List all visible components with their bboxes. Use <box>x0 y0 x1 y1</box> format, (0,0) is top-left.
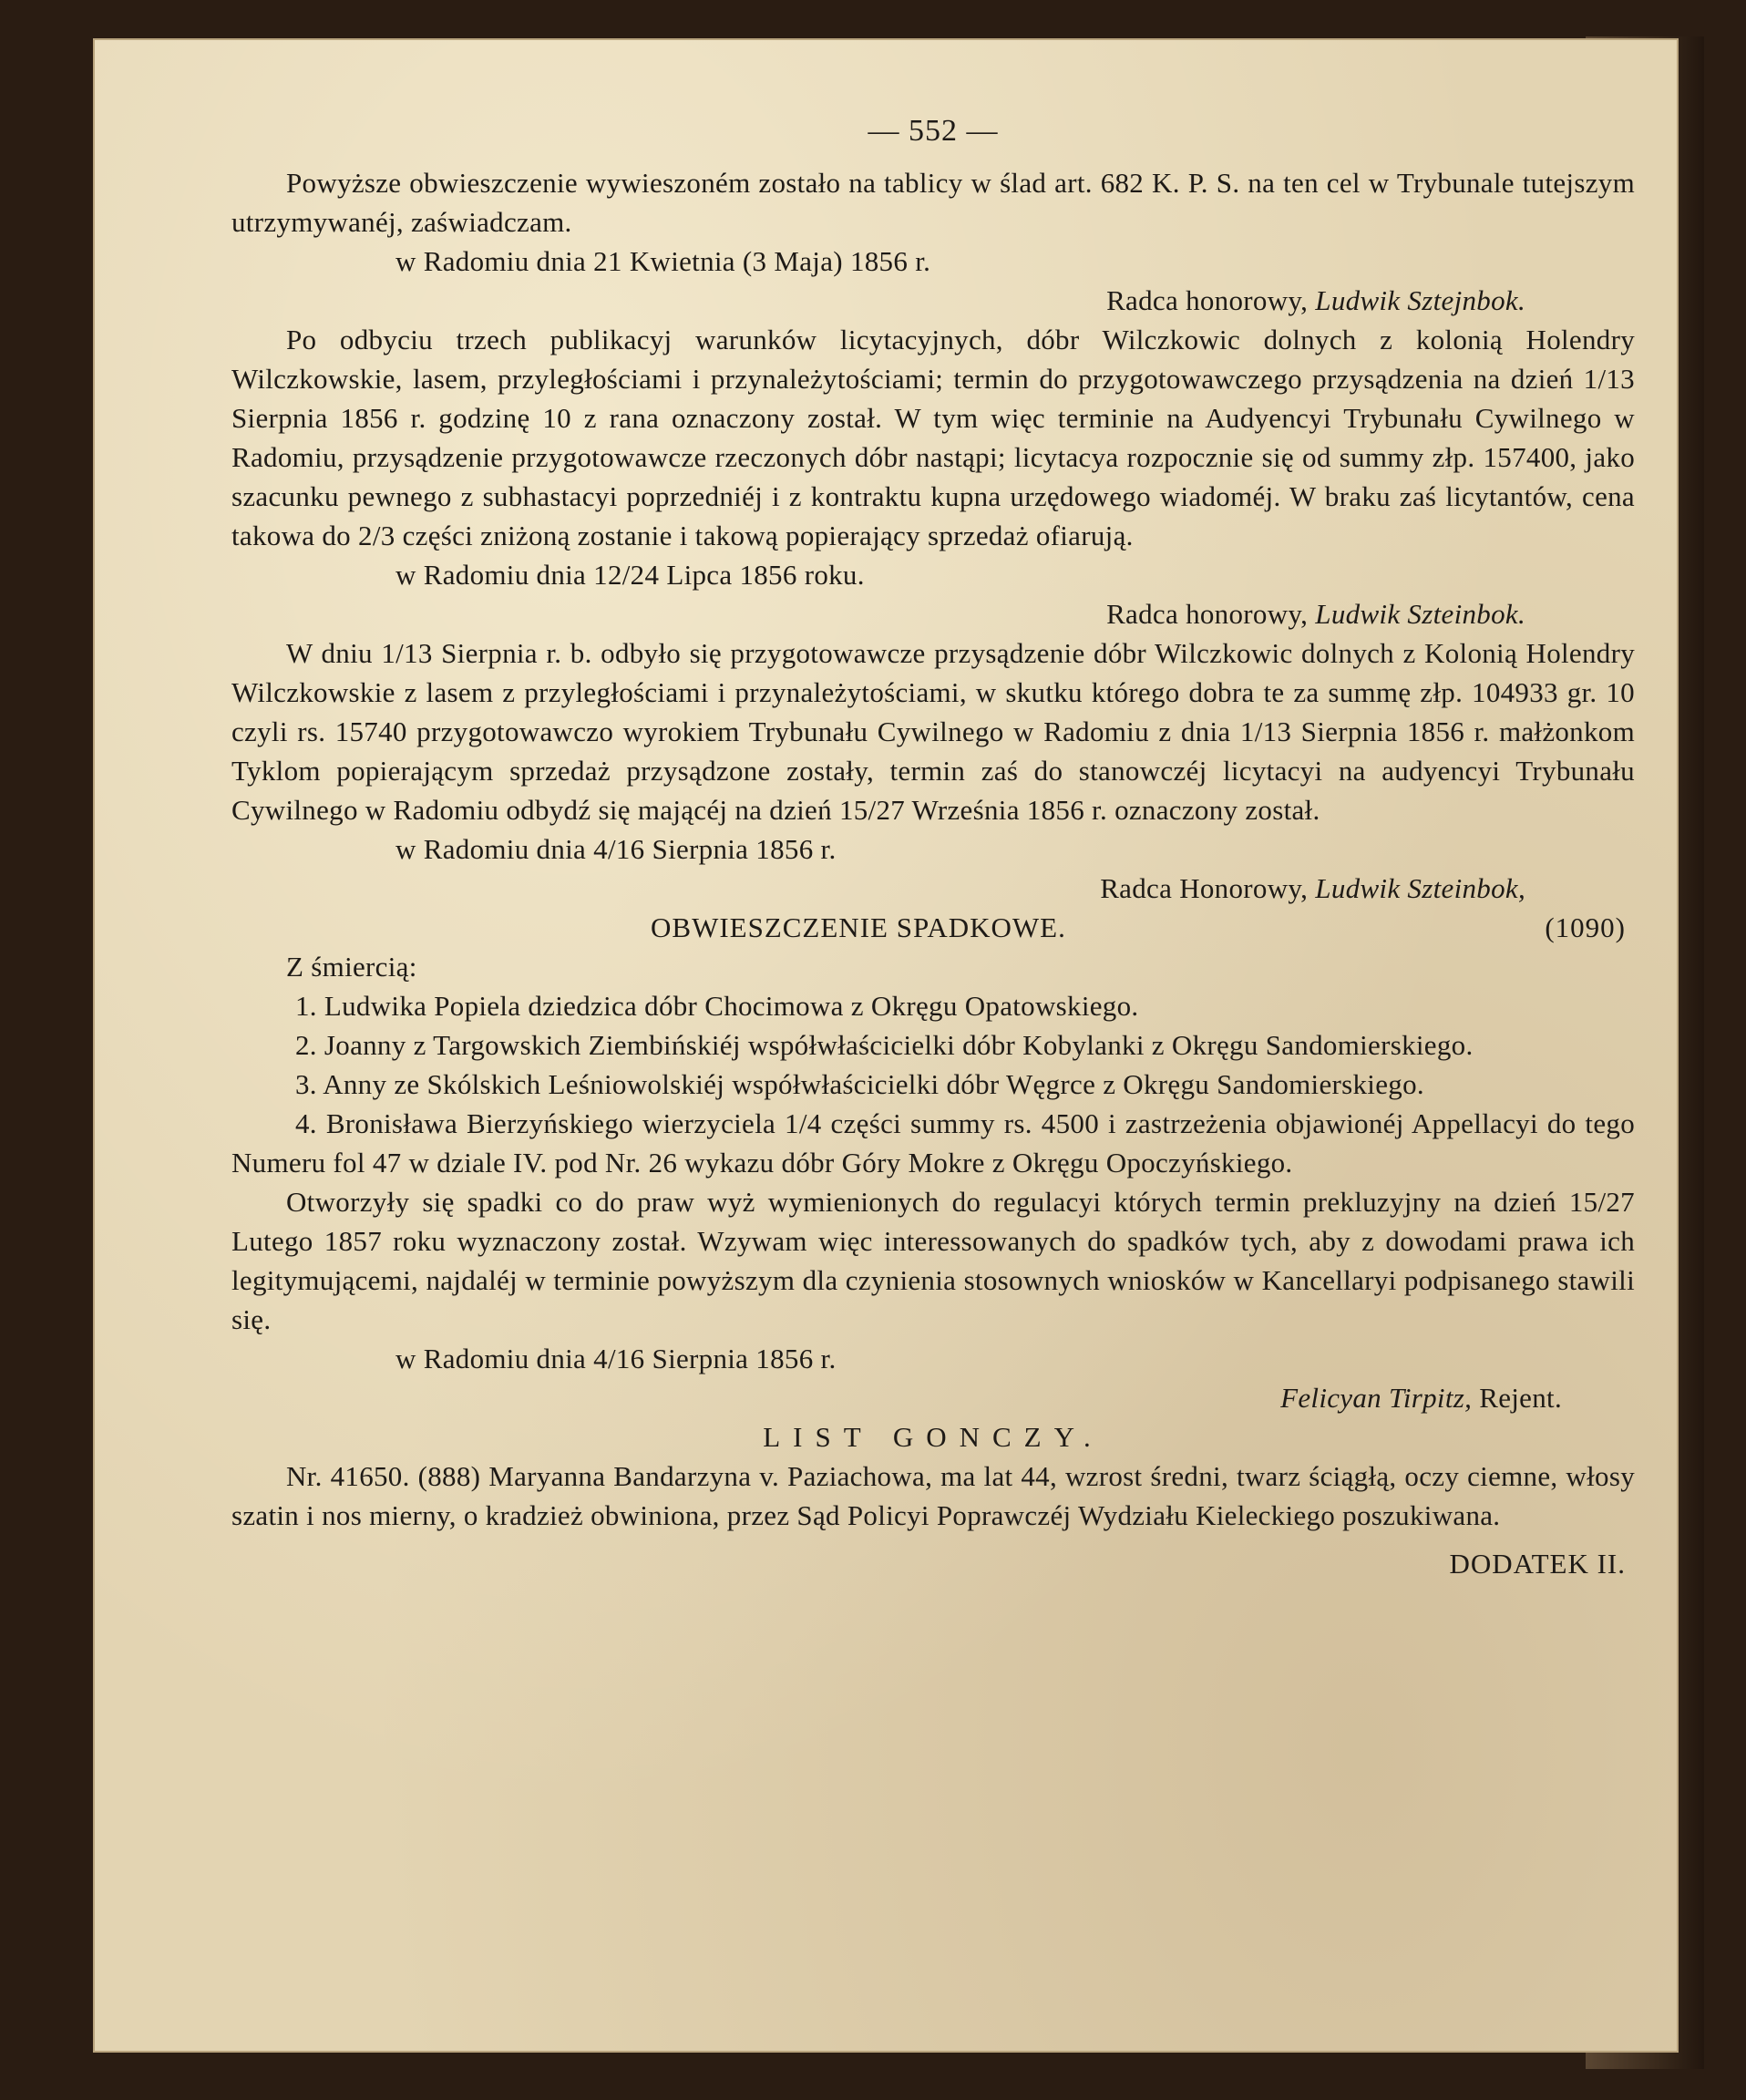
notice-block-2 <box>231 320 1635 633</box>
inheritance-sig-title: Rejent. <box>1479 1382 1562 1414</box>
notice-1-sig-name: Ludwik Sztejnbok. <box>1315 284 1525 316</box>
notice-3-date: w Radomiu dnia 4/16 Sierpnia 1856 r. <box>395 833 837 865</box>
notice-3-sig-name: Ludwik Szteinbok, <box>1315 872 1525 904</box>
notice-block-3 <box>231 633 1635 908</box>
inheritance-item: 1. Ludwika Popiela dziedzica dóbr Chocimowa z Okręgu Opatowskiego. <box>295 990 1139 1022</box>
wanted-notice <box>231 1417 1635 1535</box>
inheritance-text: Otworzyły się spadki co do praw wyż wymienionych do regulacyi których termin prekluzyjny na dzień 15/27 Lutego 1857 roku wyznaczony został. Wzywam więc interessowanych do spadków tych, aby z dowodami prawa ich legitymującemi, najdaléj w terminie powyższym dla czynienia stosownych wniosków w Kancellaryi podpisanego stawili się. <box>231 1186 1635 1335</box>
notice-1-sig-title: Radca honorowy, <box>1106 284 1309 316</box>
page-number: — 552 — <box>868 114 999 148</box>
wanted-heading: LIST GONCZY. <box>763 1421 1104 1453</box>
notice-2-sig-name: Ludwik Szteinbok. <box>1315 598 1525 630</box>
inheritance-notice <box>231 908 1635 1417</box>
inheritance-item: 3. Anny ze Skólskich Leśniowolskiéj współwłaścicielki dóbr Węgrce z Okręgu Sandomierskiego. <box>295 1068 1424 1100</box>
inheritance-heading-row <box>231 908 1635 947</box>
notice-2-date: w Radomiu dnia 12/24 Lipca 1856 roku. <box>395 559 865 591</box>
inheritance-intro: Z śmiercią: <box>286 951 417 983</box>
inheritance-signature <box>231 1378 1635 1417</box>
notice-block-1 <box>231 163 1635 320</box>
notice-3-text: W dniu 1/13 Sierpnia r. b. odbyło się przygotowawcze przysądzenie dóbr Wilczkowic dolnych z Kolonią Holendry Wilczkowskie z lasem z przyległościami i przynależytościami, w skutku którego dobra te za summę złp. 104933 gr. 10 czyli rs. 15740 przygotowawczo wyrokiem Trybunału Cywilnego w Radomiu z dnia 1/13 Sierpnia 1856 r. małżonkom Tyklom popierającym sprzedaż przysądzone zostały, termin zaś do stanowczéj licytacyi na audyencyi Trybunału Cywilnego w Radomiu odbydź się mającéj na dzień 15/27 Września 1856 r. oznaczony został. <box>231 637 1635 826</box>
inheritance-number: (1090) <box>1545 911 1626 943</box>
document-page <box>93 38 1679 2053</box>
page-content <box>231 111 1635 1583</box>
notice-3-signature <box>231 869 1635 908</box>
notice-1-signature <box>231 281 1635 320</box>
notice-1-text: Powyższe obwieszczenie wywieszoném zostało na tablicy w ślad art. 682 K. P. S. na ten cel w Trybunale tutejszym utrzymywanéj, zaświadczam. <box>231 167 1635 238</box>
inheritance-heading: OBWIESZCZENIE SPADKOWE. <box>651 911 1066 943</box>
wanted-text: Nr. 41650. (888) Maryanna Bandarzyna v. Paziachowa, ma lat 44, wzrost średni, twarz ściągłą, oczy ciemne, włosy szatin i nos mierny, o kradzież obwiniona, przez Sąd Policyi Poprawczéj Wydziału Kieleckiego poszukiwana. <box>231 1460 1635 1531</box>
inheritance-item: 2. Joanny z Targowskich Ziembińskiéj współwłaścicielki dóbr Kobylanki z Okręgu Sandomierskiego. <box>295 1029 1474 1061</box>
supplement-label: DODATEK II. <box>1449 1548 1626 1580</box>
inheritance-item: 4. Bronisława Bierzyńskiego wierzyciela 1/4 części summy rs. 4500 i zastrzeżenia objawionéj Appellacyi do tego Numeru fol 47 w dziale IV. pod Nr. 26 wykazu dóbr Góry Mokre z Okręgu Opoczyńskiego. <box>231 1107 1635 1179</box>
notice-3-sig-title: Radca Honorowy, <box>1100 872 1309 904</box>
notice-2-text: Po odbyciu trzech publikacyj warunków licytacyjnych, dóbr Wilczkowic dolnych z kolonią Holendry Wilczkowskie, lasem, przyległościami i przynależytościami; termin do przygotowawczego przysądzenia na dzień 1/13 Sierpnia 1856 r. godzinę 10 z rana oznaczony został. W tym więc terminie na Audyencyi Trybunału Cywilnego w Radomiu, przysądzenie przygotowawcze rzeczonych dóbr nastąpi; licytacya rozpocznie się od summy złp. 157400, jako szacunku pewnego z subhastacyi poprzedniéj i z kontraktu kupna urzędowego wiadoméj. W braku zaś licytantów, cena takowa do 2/3 części zniżoną zostanie i takową popierający sprzedaż ofiarują. <box>231 324 1635 551</box>
notice-2-signature <box>231 594 1635 633</box>
notice-2-sig-title: Radca honorowy, <box>1106 598 1309 630</box>
inheritance-sig-name: Felicyan Tirpitz, <box>1280 1382 1473 1414</box>
inheritance-date: w Radomiu dnia 4/16 Sierpnia 1856 r. <box>395 1343 837 1374</box>
notice-1-date: w Radomiu dnia 21 Kwietnia (3 Maja) 1856 r. <box>395 245 931 277</box>
